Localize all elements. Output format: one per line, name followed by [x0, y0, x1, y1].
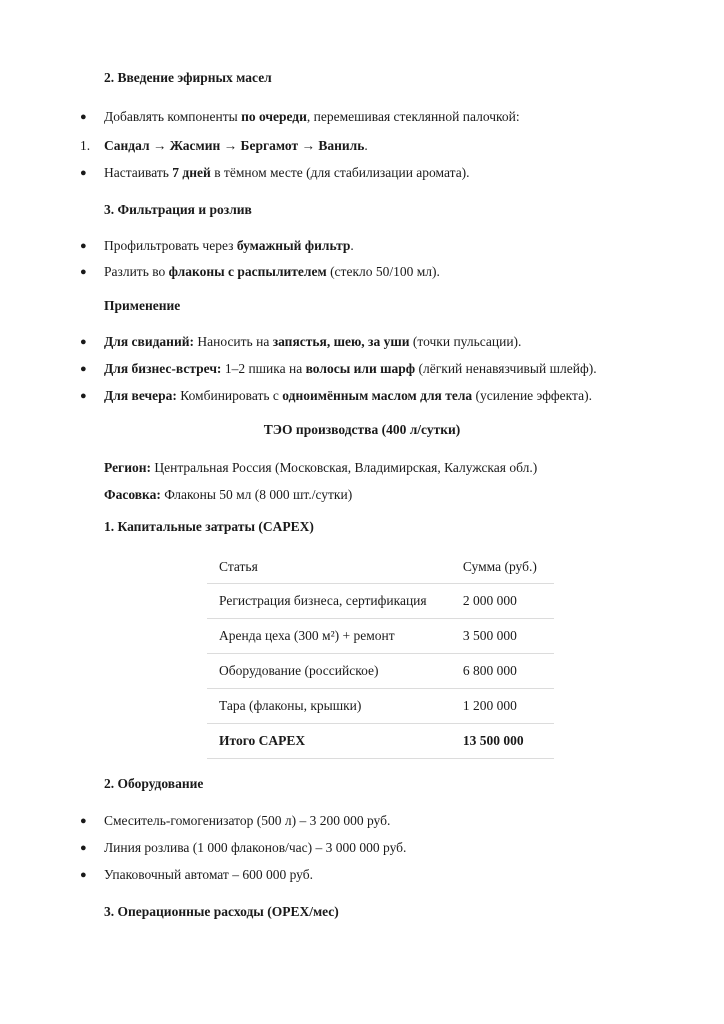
- list-item: Разлить во флаконы с распылителем (стекло 50/100 мл).: [104, 264, 440, 279]
- region-line: Регион: Центральная Россия (Московская, Владимирская, Калужская обл.): [104, 460, 538, 475]
- section-3-title: 3. Фильтрация и розлив: [104, 202, 252, 217]
- opex-title: 3. Операционные расходы (OPEX/мес): [104, 904, 339, 919]
- list-item: Линия розлива (1 000 флаконов/час) – 3 000 000 руб.: [104, 840, 407, 855]
- table-cell: Оборудование (российское): [207, 654, 451, 689]
- section-2-title: 2. Введение эфирных масел: [104, 70, 272, 85]
- table-header-cell: Статья: [207, 550, 451, 584]
- table-row: [207, 619, 554, 654]
- table-cell: Тара (флаконы, крышки): [207, 689, 451, 724]
- list-item: Сандал → Жасмин → Бергамот → Ваниль.: [104, 138, 368, 153]
- table-header-cell: Сумма (руб.): [451, 550, 554, 584]
- table-cell: Регистрация бизнеса, сертификация: [207, 584, 451, 619]
- teo-title: ТЭО производства (400 л/сутки): [263, 422, 461, 437]
- table-cell: 13 500 000: [451, 724, 554, 759]
- table-cell: Аренда цеха (300 м²) + ремонт: [207, 619, 451, 654]
- bullet-icon: ●: [80, 363, 87, 375]
- packaging-line: Фасовка: Флаконы 50 мл (8 000 шт./сутки): [104, 487, 353, 502]
- bullet-icon: ●: [80, 240, 87, 252]
- table-total-row: [207, 724, 554, 759]
- list-item: Смеситель-гомогенизатор (500 л) – 3 200 000 руб.: [104, 813, 391, 828]
- table-cell: 2 000 000: [451, 584, 554, 619]
- capex-title: 1. Капитальные затраты (CAPEX): [104, 519, 314, 534]
- list-item: Для свиданий: Наносить на запястья, шею, за уши (точки пульсации).: [104, 334, 522, 349]
- table-cell: Итого CAPEX: [207, 724, 451, 759]
- table-cell: 3 500 000: [451, 619, 554, 654]
- table-row: [207, 689, 554, 724]
- bullet-icon: ●: [80, 111, 87, 123]
- list-item: Для бизнес-встреч: 1–2 пшика на волосы или шарф (лёгкий ненавязчивый шлейф).: [104, 361, 597, 376]
- list-item: Добавлять компоненты по очереди, перемешивая стеклянной палочкой:: [104, 109, 520, 124]
- table-row: [207, 584, 554, 619]
- bullet-icon: ●: [80, 869, 87, 881]
- list-item: Для вечера: Комбинировать с одноимённым маслом для тела (усиление эффекта).: [104, 388, 592, 403]
- bullet-icon: ●: [80, 167, 87, 179]
- capex-table: [207, 550, 554, 759]
- table-row: [207, 654, 554, 689]
- equipment-title: 2. Оборудование: [104, 776, 204, 791]
- bullet-icon: ●: [80, 336, 87, 348]
- bullet-icon: ●: [80, 390, 87, 402]
- table-cell: 1 200 000: [451, 689, 554, 724]
- bullet-icon: ●: [80, 266, 87, 278]
- application-title: Применение: [104, 298, 181, 313]
- bullet-icon: ●: [80, 842, 87, 854]
- table-cell: 6 800 000: [451, 654, 554, 689]
- list-item: Упаковочный автомат – 600 000 руб.: [104, 867, 313, 882]
- bullet-icon: ●: [80, 815, 87, 827]
- list-number: 1.: [80, 138, 91, 153]
- list-item: Настаивать 7 дней в тёмном месте (для стабилизации аромата).: [104, 165, 470, 180]
- table-header-row: [207, 550, 554, 584]
- list-item: Профильтровать через бумажный фильтр.: [104, 238, 354, 253]
